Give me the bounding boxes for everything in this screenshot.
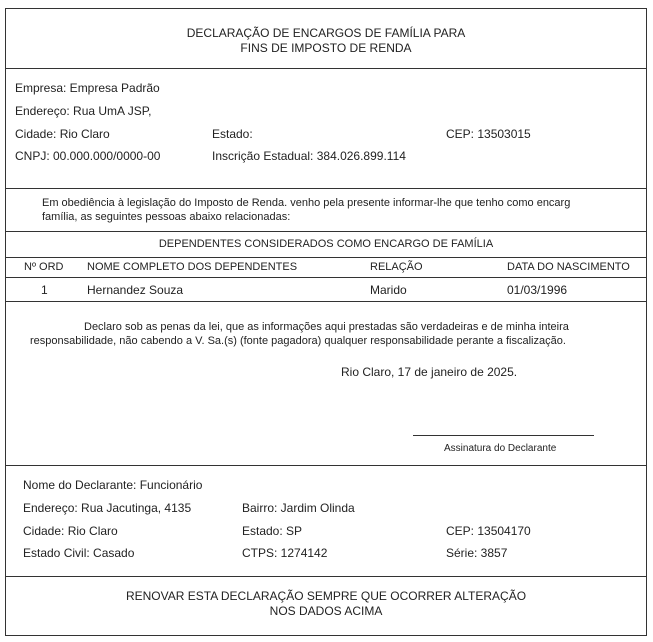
declarant-address: Endereço: Rua Jacutinga, 4135 (23, 501, 192, 515)
declarant-district: Bairro: Jardim Olinda (242, 501, 355, 515)
intro-line2: família, as seguintes pessoas abaixo relacionadas: (42, 211, 291, 223)
divider (6, 188, 646, 189)
table-header-birthdate: DATA DO NASCIMENTO (507, 261, 630, 273)
company-city: Cidade: Rio Claro (15, 127, 110, 141)
divider (6, 301, 646, 302)
declarant-marital-status: Estado Civil: Casado (23, 546, 135, 560)
signature-label: Assinatura do Declarante (444, 443, 557, 454)
declaration-line1: Declaro sob as penas da lei, que as informações aqui prestadas são verdadeiras e de minha inteira (84, 321, 569, 333)
table-header-order: Nº ORD (24, 261, 64, 273)
declarant-series: Série: 3857 (446, 546, 508, 560)
divider (6, 257, 646, 258)
declarant-ctps: CTPS: 1274142 (242, 546, 328, 560)
intro-line1: Em obediência à legislação do Imposto de Renda. venho pela presente informar-lhe que tenho como encarg (42, 197, 571, 209)
company-cnpj: CNPJ: 00.000.000/0000-00 (15, 149, 161, 163)
divider (6, 68, 646, 69)
document-title-line2: FINS DE IMPOSTO DE RENDA (240, 41, 412, 55)
company-state: Estado: (212, 127, 253, 141)
footer-line1: RENOVAR ESTA DECLARAÇÃO SEMPRE QUE OCORRER ALTERAÇÃO (125, 589, 527, 603)
declarant-cep: CEP: 13504170 (446, 524, 531, 538)
declaration-line2: responsabilidade, não cabendo a V. Sa.(s) (fonte pagadora) qualquer responsabilidade perante a fiscalização. (30, 335, 566, 347)
divider (6, 231, 646, 232)
declarant-name: Nome do Declarante: Funcionário (23, 478, 203, 492)
row-order: 1 (41, 283, 48, 297)
row-name: Hernandez Souza (87, 283, 184, 297)
company-state-registration: Inscrição Estadual: 384.026.899.114 (212, 149, 406, 163)
declaration-document (5, 8, 647, 636)
place-and-date: Rio Claro, 17 de janeiro de 2025. (341, 365, 518, 379)
declarant-city: Cidade: Rio Claro (23, 524, 118, 538)
company-name: Empresa: Empresa Padrão (15, 81, 160, 95)
declarant-state: Estado: SP (242, 524, 303, 538)
table-header-relation: RELAÇÃO (370, 261, 423, 273)
table-header-name: NOME COMPLETO DOS DEPENDENTES (87, 261, 298, 273)
company-cep: CEP: 13503015 (446, 127, 531, 141)
signature-line (413, 435, 594, 436)
company-address: Endereço: Rua UmA JSP, (15, 104, 152, 118)
divider (6, 277, 646, 278)
divider (6, 465, 646, 466)
row-birthdate: 01/03/1996 (507, 283, 568, 297)
document-title-line1: DECLARAÇÃO DE ENCARGOS DE FAMÍLIA PARA (186, 26, 466, 40)
footer-line2: NOS DADOS ACIMA (269, 604, 383, 618)
row-relation: Marido (370, 283, 407, 297)
divider (6, 576, 646, 577)
dependents-section-title: DEPENDENTES CONSIDERADOS COMO ENCARGO DE FAMÍLIA (158, 238, 494, 250)
